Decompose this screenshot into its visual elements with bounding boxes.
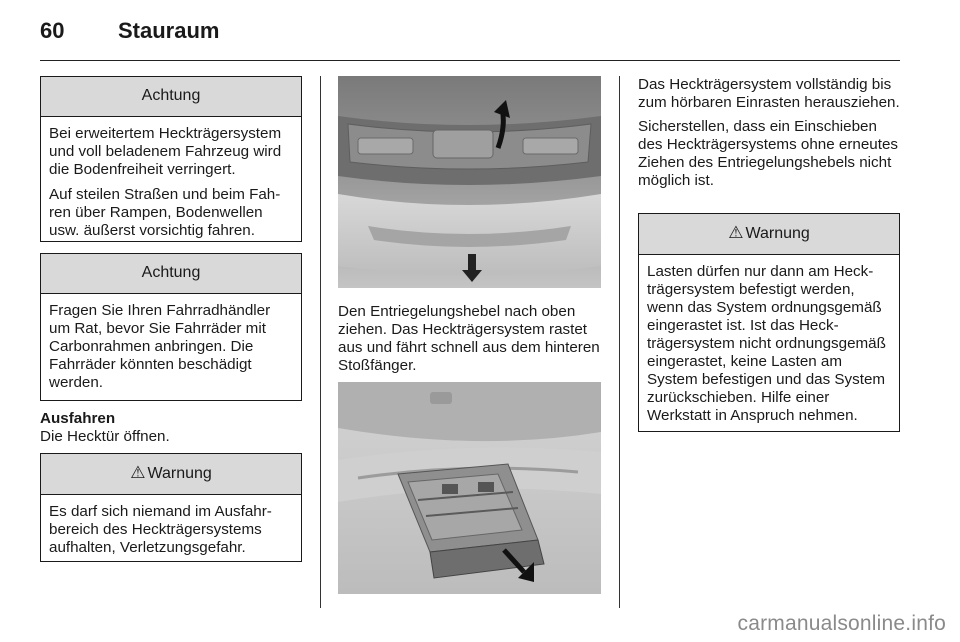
page-number: 60 bbox=[40, 18, 65, 43]
warning-title-row bbox=[41, 454, 301, 495]
caution-paragraph: Auf steilen Straßen und beim Fahren über Rampen, Bodenwellen usw. äußerst vorsichtig fahren. bbox=[49, 186, 281, 239]
warning-body bbox=[41, 495, 301, 570]
warning-title-row bbox=[639, 214, 899, 255]
watermark: carmanualsonline.info bbox=[737, 612, 946, 635]
warning-body bbox=[639, 255, 899, 438]
page-header bbox=[40, 18, 900, 58]
caution-paragraph: Bei erweitertem Heckträgersystem und voll beladenem Fahrzeug wird die Bodenfreiheit verringert. bbox=[49, 125, 282, 178]
warning-box-exit-area bbox=[40, 453, 302, 562]
caution-body bbox=[41, 294, 301, 405]
section-ausfahren bbox=[40, 410, 302, 446]
caution-title: Achtung bbox=[41, 77, 301, 117]
rear-bumper-lever-icon bbox=[338, 76, 601, 288]
warning-title: Warnung bbox=[745, 225, 810, 242]
instruction-paragraph: Sicherstellen, dass ein Einschieben des Heckträgersystems ohne erneutes Ziehen des Entriegelungshebels nicht möglich ist. bbox=[638, 118, 899, 189]
figure-caption: Den Entriegelungshebel nach oben ziehen. Das Heckträgersystem rastet aus und fährt schnell aus dem hinteren Stoßfänger. bbox=[338, 303, 600, 374]
caution-title: Achtung bbox=[41, 254, 301, 294]
warning-paragraph: Lasten dürfen nur dann am Heckträgersystem befestigt werden, wenn das System ordnungsgemäß eingerastet ist. Ist das Heckträgersystem nicht ordnungsgemäß eingerastet, keine Lasten am System befestigen und das System zurückschieben. Hilfe einer Werkstatt in Anspruch nehmen. bbox=[647, 263, 886, 424]
warning-triangle-icon: ⚠ bbox=[130, 463, 146, 482]
warning-box-secure-lock bbox=[638, 213, 900, 432]
extended-carrier-icon bbox=[338, 382, 601, 594]
warning-title: Warnung bbox=[147, 465, 212, 482]
chapter-title: Stauraum bbox=[118, 18, 220, 43]
instruction-paragraph: Das Heckträgersystem vollständig bis zum hörbaren Einrasten herausziehen. bbox=[638, 76, 900, 111]
column-divider-right bbox=[619, 76, 620, 608]
caution-box-ground-clearance bbox=[40, 76, 302, 242]
figure-extended-carrier bbox=[338, 382, 601, 594]
column-divider-left bbox=[320, 76, 321, 608]
caution-body bbox=[41, 117, 301, 253]
caution-paragraph: Fragen Sie Ihren Fahrradhändler um Rat, bevor Sie Fahrräder mit Carbonrahmen anbringen. Die Fahrräder könnten beschädigt werden. bbox=[49, 302, 271, 391]
warning-paragraph: Es darf sich niemand im Ausfahrbereich des Heckträgersystems aufhalten, Verletzungsgefahr. bbox=[49, 503, 272, 556]
section-heading: Ausfahren bbox=[40, 410, 116, 427]
caution-box-carbon-frames bbox=[40, 253, 302, 401]
right-column-text bbox=[638, 76, 902, 196]
section-text: Die Hecktür öffnen. bbox=[40, 428, 170, 445]
header-rule bbox=[40, 60, 900, 61]
figure-release-lever bbox=[338, 76, 601, 288]
warning-triangle-icon: ⚠ bbox=[728, 223, 744, 242]
